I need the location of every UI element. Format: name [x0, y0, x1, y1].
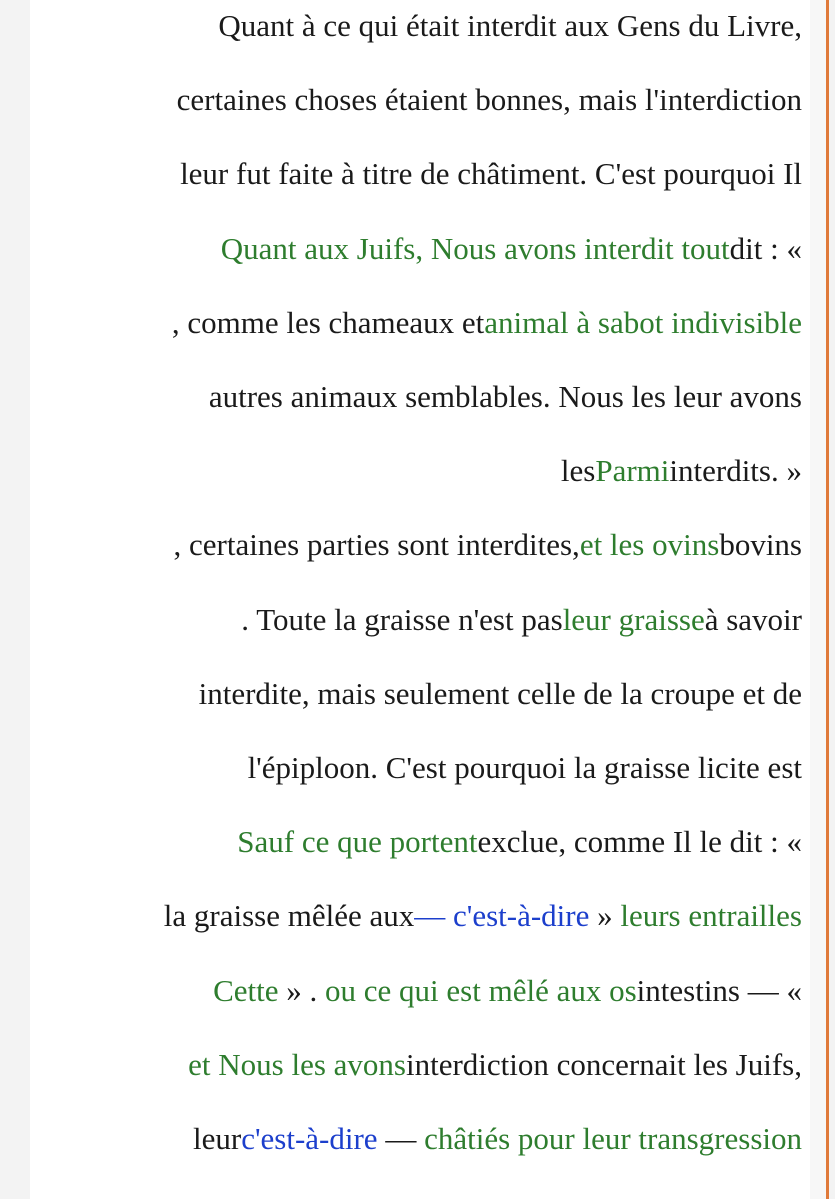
- text-span: interdits. »: [669, 453, 802, 489]
- text-line: [221, 229, 802, 269]
- text-line: [209, 377, 802, 417]
- quran-quote-span: leur graisse: [562, 601, 705, 637]
- text-span: , certaines parties sont interdites,: [173, 527, 580, 563]
- text-line: [237, 822, 802, 862]
- text-span: leur: [192, 1121, 242, 1156]
- text-line: [164, 896, 802, 936]
- text-line: [180, 154, 802, 194]
- text-span: dit : «: [729, 230, 802, 266]
- text-span: intestins — «: [636, 972, 802, 1008]
- text-line: [193, 1119, 802, 1159]
- text-line: [248, 748, 802, 788]
- text-span: »: [589, 898, 621, 934]
- text-span: . Toute la graisse n'est pas: [241, 601, 563, 637]
- quran-quote-span: leurs entrailles: [620, 898, 802, 934]
- gloss-span: — c'est-à-dire: [414, 898, 590, 934]
- text-line: [213, 971, 802, 1011]
- text-span: la graisse mêlée aux: [163, 898, 415, 934]
- quran-quote-span: et les ovins: [579, 527, 720, 563]
- text-span: leur fut faite à titre de châtiment. C'est pourquoi Il: [180, 156, 802, 192]
- quran-quote-span: animal à sabot indivisible: [484, 304, 802, 340]
- text-span: interdite, mais seulement celle de la croupe et de: [198, 675, 802, 711]
- text-line: [241, 600, 802, 640]
- text-line: [188, 1045, 802, 1085]
- text-span: l'épiploon. C'est pourquoi la graisse licite est: [247, 750, 802, 785]
- text-span: Quant à ce qui était interdit aux Gens du Livre,: [218, 8, 802, 43]
- quran-quote-span: Quant aux Juifs, Nous avons interdit tout: [220, 230, 730, 266]
- text-span: autres animaux semblables. Nous les leur avons: [208, 379, 802, 414]
- quran-quote-span: et Nous les avons: [188, 1046, 406, 1082]
- text-span: interdiction concernait les Juifs,: [406, 1046, 802, 1082]
- text-line: [561, 451, 802, 491]
- quran-quote-span: Cette: [213, 972, 279, 1008]
- text-line: [172, 303, 802, 343]
- right-gutter: [810, 0, 826, 1199]
- text-span: —: [377, 1121, 425, 1156]
- quran-quote-span: ou ce qui est mêlé aux os: [325, 972, 637, 1008]
- text-line: [199, 674, 802, 714]
- text-span: certaines choses étaient bonnes, mais l'interdiction: [176, 82, 802, 118]
- gloss-span: c'est-à-dire: [241, 1121, 378, 1156]
- text-line: [173, 525, 802, 565]
- text-line: [177, 80, 802, 120]
- text-span: » .: [278, 972, 326, 1008]
- text-span: à savoir: [704, 601, 802, 637]
- scroll-edge-rule: [826, 0, 829, 1199]
- text-span: exclue, comme Il le dit : «: [477, 824, 802, 860]
- text-span: les: [560, 453, 596, 489]
- text-line: [218, 6, 802, 46]
- text-span: bovins: [719, 527, 802, 563]
- quran-quote-span: Parmi: [595, 453, 670, 489]
- quran-quote-span: Sauf ce que portent: [237, 824, 478, 860]
- quran-quote-span: châtiés pour leur transgression: [424, 1121, 802, 1156]
- text-span: , comme les chameaux et: [171, 304, 485, 340]
